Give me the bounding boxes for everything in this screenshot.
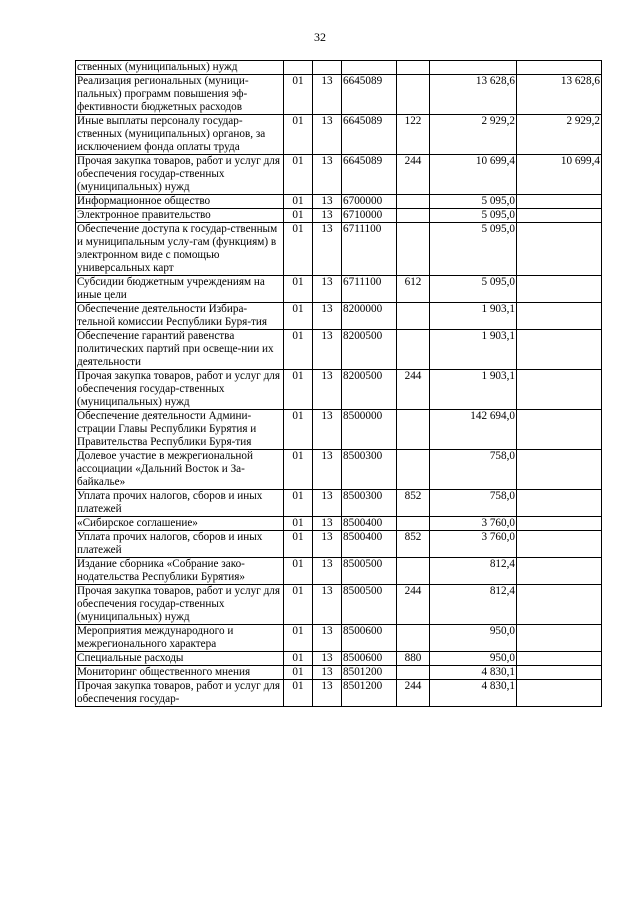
table-row	[76, 155, 602, 195]
federal-amount-cell	[517, 61, 602, 75]
target-article-cell: 8500600	[342, 625, 397, 652]
amount-cell: 5 095,0	[430, 223, 517, 276]
amount-cell: 812,4	[430, 585, 517, 625]
expense-type-cell	[397, 223, 430, 276]
target-article-cell: 8200500	[342, 370, 397, 410]
item-name-cell: Мероприятия международного и межрегионального характера	[76, 625, 284, 652]
item-name-cell: Иные выплаты персоналу государ-ственных (муниципальных) органов, за исключением фонда оплаты труда	[76, 115, 284, 155]
target-article-cell: 8200500	[342, 330, 397, 370]
federal-amount-cell	[517, 680, 602, 707]
section-code-cell: 01	[284, 517, 313, 531]
federal-amount-cell	[517, 410, 602, 450]
amount-cell: 5 095,0	[430, 276, 517, 303]
table-row	[76, 61, 602, 75]
item-name-cell: Информационное общество	[76, 195, 284, 209]
section-code-cell: 01	[284, 410, 313, 450]
table-row	[76, 223, 602, 276]
item-name-cell: Уплата прочих налогов, сборов и иных платежей	[76, 490, 284, 517]
item-name-cell: Уплата прочих налогов, сборов и иных платежей	[76, 531, 284, 558]
amount-cell: 5 095,0	[430, 209, 517, 223]
item-name-cell: Долевое участие в межрегиональной ассоциации «Дальний Восток и За-байкалье»	[76, 450, 284, 490]
expense-type-cell	[397, 209, 430, 223]
item-name-cell: Прочая закупка товаров, работ и услуг для обеспечения государ-ственных (муниципальных) нужд	[76, 370, 284, 410]
amount-cell: 2 929,2	[430, 115, 517, 155]
federal-amount-cell	[517, 558, 602, 585]
item-name-cell: Обеспечение доступа к государ-ственным и муниципальным услу-гам (функциям) в электронном виде с помощью универсальных карт	[76, 223, 284, 276]
page-number: 32	[314, 30, 326, 44]
subsection-code-cell: 13	[313, 155, 342, 195]
item-name-cell: Субсидии бюджетным учреждениям на иные цели	[76, 276, 284, 303]
section-code-cell: 01	[284, 209, 313, 223]
section-code-cell: 01	[284, 585, 313, 625]
federal-amount-cell: 13 628,6	[517, 75, 602, 115]
subsection-code-cell: 13	[313, 330, 342, 370]
item-name-cell: «Сибирское соглашение»	[76, 517, 284, 531]
expense-type-cell	[397, 450, 430, 490]
expense-type-cell: 244	[397, 585, 430, 625]
subsection-code-cell: 13	[313, 558, 342, 585]
subsection-code-cell: 13	[313, 223, 342, 276]
table-row	[76, 75, 602, 115]
target-article-cell: 6710000	[342, 209, 397, 223]
target-article-cell: 8500600	[342, 652, 397, 666]
item-name-cell: ственных (муниципальных) нужд	[76, 61, 284, 75]
expense-type-cell: 612	[397, 276, 430, 303]
amount-cell: 1 903,1	[430, 370, 517, 410]
item-name-cell: Обеспечение деятельности Избира-тельной комиссии Республики Буря-тия	[76, 303, 284, 330]
federal-amount-cell	[517, 652, 602, 666]
expense-type-cell	[397, 330, 430, 370]
expense-type-cell	[397, 666, 430, 680]
subsection-code-cell: 13	[313, 531, 342, 558]
table-body	[76, 61, 602, 707]
item-name-cell: Обеспечение деятельности Админи-страции Главы Республики Бурятия и Правительства Республики Буря-тия	[76, 410, 284, 450]
item-name-cell: Обеспечение гарантий равенства политических партий при освеще-нии их деятельности	[76, 330, 284, 370]
amount-cell: 812,4	[430, 558, 517, 585]
federal-amount-cell: 2 929,2	[517, 115, 602, 155]
section-code-cell: 01	[284, 531, 313, 558]
expense-type-cell: 852	[397, 531, 430, 558]
expense-type-cell	[397, 61, 430, 75]
target-article-cell: 6711100	[342, 276, 397, 303]
expense-type-cell: 244	[397, 370, 430, 410]
table-row	[76, 585, 602, 625]
section-code-cell: 01	[284, 450, 313, 490]
subsection-code-cell: 13	[313, 209, 342, 223]
table-row	[76, 558, 602, 585]
federal-amount-cell	[517, 303, 602, 330]
budget-table	[75, 60, 602, 707]
subsection-code-cell: 13	[313, 195, 342, 209]
target-article-cell: 8500500	[342, 558, 397, 585]
amount-cell: 13 628,6	[430, 75, 517, 115]
amount-cell: 950,0	[430, 652, 517, 666]
table-row	[76, 370, 602, 410]
subsection-code-cell: 13	[313, 276, 342, 303]
section-code-cell: 01	[284, 223, 313, 276]
amount-cell: 10 699,4	[430, 155, 517, 195]
target-article-cell: 6711100	[342, 223, 397, 276]
table-row	[76, 195, 602, 209]
amount-cell: 758,0	[430, 450, 517, 490]
expense-type-cell	[397, 625, 430, 652]
section-code-cell: 01	[284, 303, 313, 330]
section-code-cell	[284, 61, 313, 75]
subsection-code-cell	[313, 61, 342, 75]
expense-type-cell: 880	[397, 652, 430, 666]
federal-amount-cell	[517, 370, 602, 410]
target-article-cell: 8501200	[342, 680, 397, 707]
federal-amount-cell	[517, 450, 602, 490]
item-name-cell: Прочая закупка товаров, работ и услуг для обеспечения государ-ственных (муниципальных) нужд	[76, 155, 284, 195]
target-article-cell: 6700000	[342, 195, 397, 209]
expense-type-cell	[397, 195, 430, 209]
federal-amount-cell	[517, 585, 602, 625]
section-code-cell: 01	[284, 370, 313, 410]
amount-cell: 950,0	[430, 625, 517, 652]
item-name-cell: Реализация региональных (муници-пальных) программ повышения эф-фективности бюджетных расходов	[76, 75, 284, 115]
expense-type-cell	[397, 75, 430, 115]
section-code-cell: 01	[284, 155, 313, 195]
subsection-code-cell: 13	[313, 303, 342, 330]
expense-type-cell: 852	[397, 490, 430, 517]
federal-amount-cell	[517, 517, 602, 531]
target-article-cell: 8500400	[342, 531, 397, 558]
amount-cell: 4 830,1	[430, 680, 517, 707]
table-row	[76, 330, 602, 370]
amount-cell: 1 903,1	[430, 303, 517, 330]
table-row	[76, 680, 602, 707]
section-code-cell: 01	[284, 666, 313, 680]
amount-cell: 5 095,0	[430, 195, 517, 209]
federal-amount-cell	[517, 195, 602, 209]
section-code-cell: 01	[284, 680, 313, 707]
item-name-cell: Издание сборника «Собрание зако-нодательства Республики Бурятия»	[76, 558, 284, 585]
subsection-code-cell: 13	[313, 410, 342, 450]
table-row	[76, 652, 602, 666]
subsection-code-cell: 13	[313, 585, 342, 625]
federal-amount-cell	[517, 666, 602, 680]
target-article-cell: 8500400	[342, 517, 397, 531]
item-name-cell: Мониторинг общественного мнения	[76, 666, 284, 680]
target-article-cell: 8501200	[342, 666, 397, 680]
federal-amount-cell	[517, 223, 602, 276]
subsection-code-cell: 13	[313, 666, 342, 680]
section-code-cell: 01	[284, 330, 313, 370]
subsection-code-cell: 13	[313, 652, 342, 666]
table-row	[76, 410, 602, 450]
federal-amount-cell: 10 699,4	[517, 155, 602, 195]
amount-cell	[430, 61, 517, 75]
target-article-cell: 8500300	[342, 490, 397, 517]
table-row	[76, 303, 602, 330]
expense-type-cell: 244	[397, 155, 430, 195]
federal-amount-cell	[517, 531, 602, 558]
target-article-cell: 8500300	[342, 450, 397, 490]
section-code-cell: 01	[284, 115, 313, 155]
subsection-code-cell: 13	[313, 680, 342, 707]
expense-type-cell	[397, 410, 430, 450]
federal-amount-cell	[517, 625, 602, 652]
amount-cell: 142 694,0	[430, 410, 517, 450]
subsection-code-cell: 13	[313, 490, 342, 517]
target-article-cell: 8500500	[342, 585, 397, 625]
table-row	[76, 517, 602, 531]
amount-cell: 4 830,1	[430, 666, 517, 680]
section-code-cell: 01	[284, 652, 313, 666]
item-name-cell: Специальные расходы	[76, 652, 284, 666]
subsection-code-cell: 13	[313, 517, 342, 531]
item-name-cell: Электронное правительство	[76, 209, 284, 223]
item-name-cell: Прочая закупка товаров, работ и услуг для обеспечения государ-ственных (муниципальных) нужд	[76, 585, 284, 625]
section-code-cell: 01	[284, 195, 313, 209]
federal-amount-cell	[517, 330, 602, 370]
amount-cell: 1 903,1	[430, 330, 517, 370]
federal-amount-cell	[517, 209, 602, 223]
target-article-cell: 6645089	[342, 75, 397, 115]
table-row	[76, 209, 602, 223]
section-code-cell: 01	[284, 625, 313, 652]
amount-cell: 758,0	[430, 490, 517, 517]
section-code-cell: 01	[284, 490, 313, 517]
table-row	[76, 531, 602, 558]
federal-amount-cell	[517, 276, 602, 303]
amount-cell: 3 760,0	[430, 517, 517, 531]
amount-cell: 3 760,0	[430, 531, 517, 558]
subsection-code-cell: 13	[313, 450, 342, 490]
section-code-cell: 01	[284, 75, 313, 115]
table-row	[76, 450, 602, 490]
federal-amount-cell	[517, 490, 602, 517]
table-row	[76, 625, 602, 652]
subsection-code-cell: 13	[313, 370, 342, 410]
expense-type-cell	[397, 303, 430, 330]
target-article-cell: 6645089	[342, 115, 397, 155]
target-article-cell: 8500000	[342, 410, 397, 450]
item-name-cell: Прочая закупка товаров, работ и услуг для обеспечения государ-	[76, 680, 284, 707]
expense-type-cell	[397, 558, 430, 585]
subsection-code-cell: 13	[313, 75, 342, 115]
table-row	[76, 276, 602, 303]
expense-type-cell: 244	[397, 680, 430, 707]
expense-type-cell: 122	[397, 115, 430, 155]
table-row	[76, 490, 602, 517]
subsection-code-cell: 13	[313, 625, 342, 652]
expense-type-cell	[397, 517, 430, 531]
section-code-cell: 01	[284, 276, 313, 303]
subsection-code-cell: 13	[313, 115, 342, 155]
table-row	[76, 666, 602, 680]
section-code-cell: 01	[284, 558, 313, 585]
table-row	[76, 115, 602, 155]
target-article-cell	[342, 61, 397, 75]
target-article-cell: 6645089	[342, 155, 397, 195]
target-article-cell: 8200000	[342, 303, 397, 330]
